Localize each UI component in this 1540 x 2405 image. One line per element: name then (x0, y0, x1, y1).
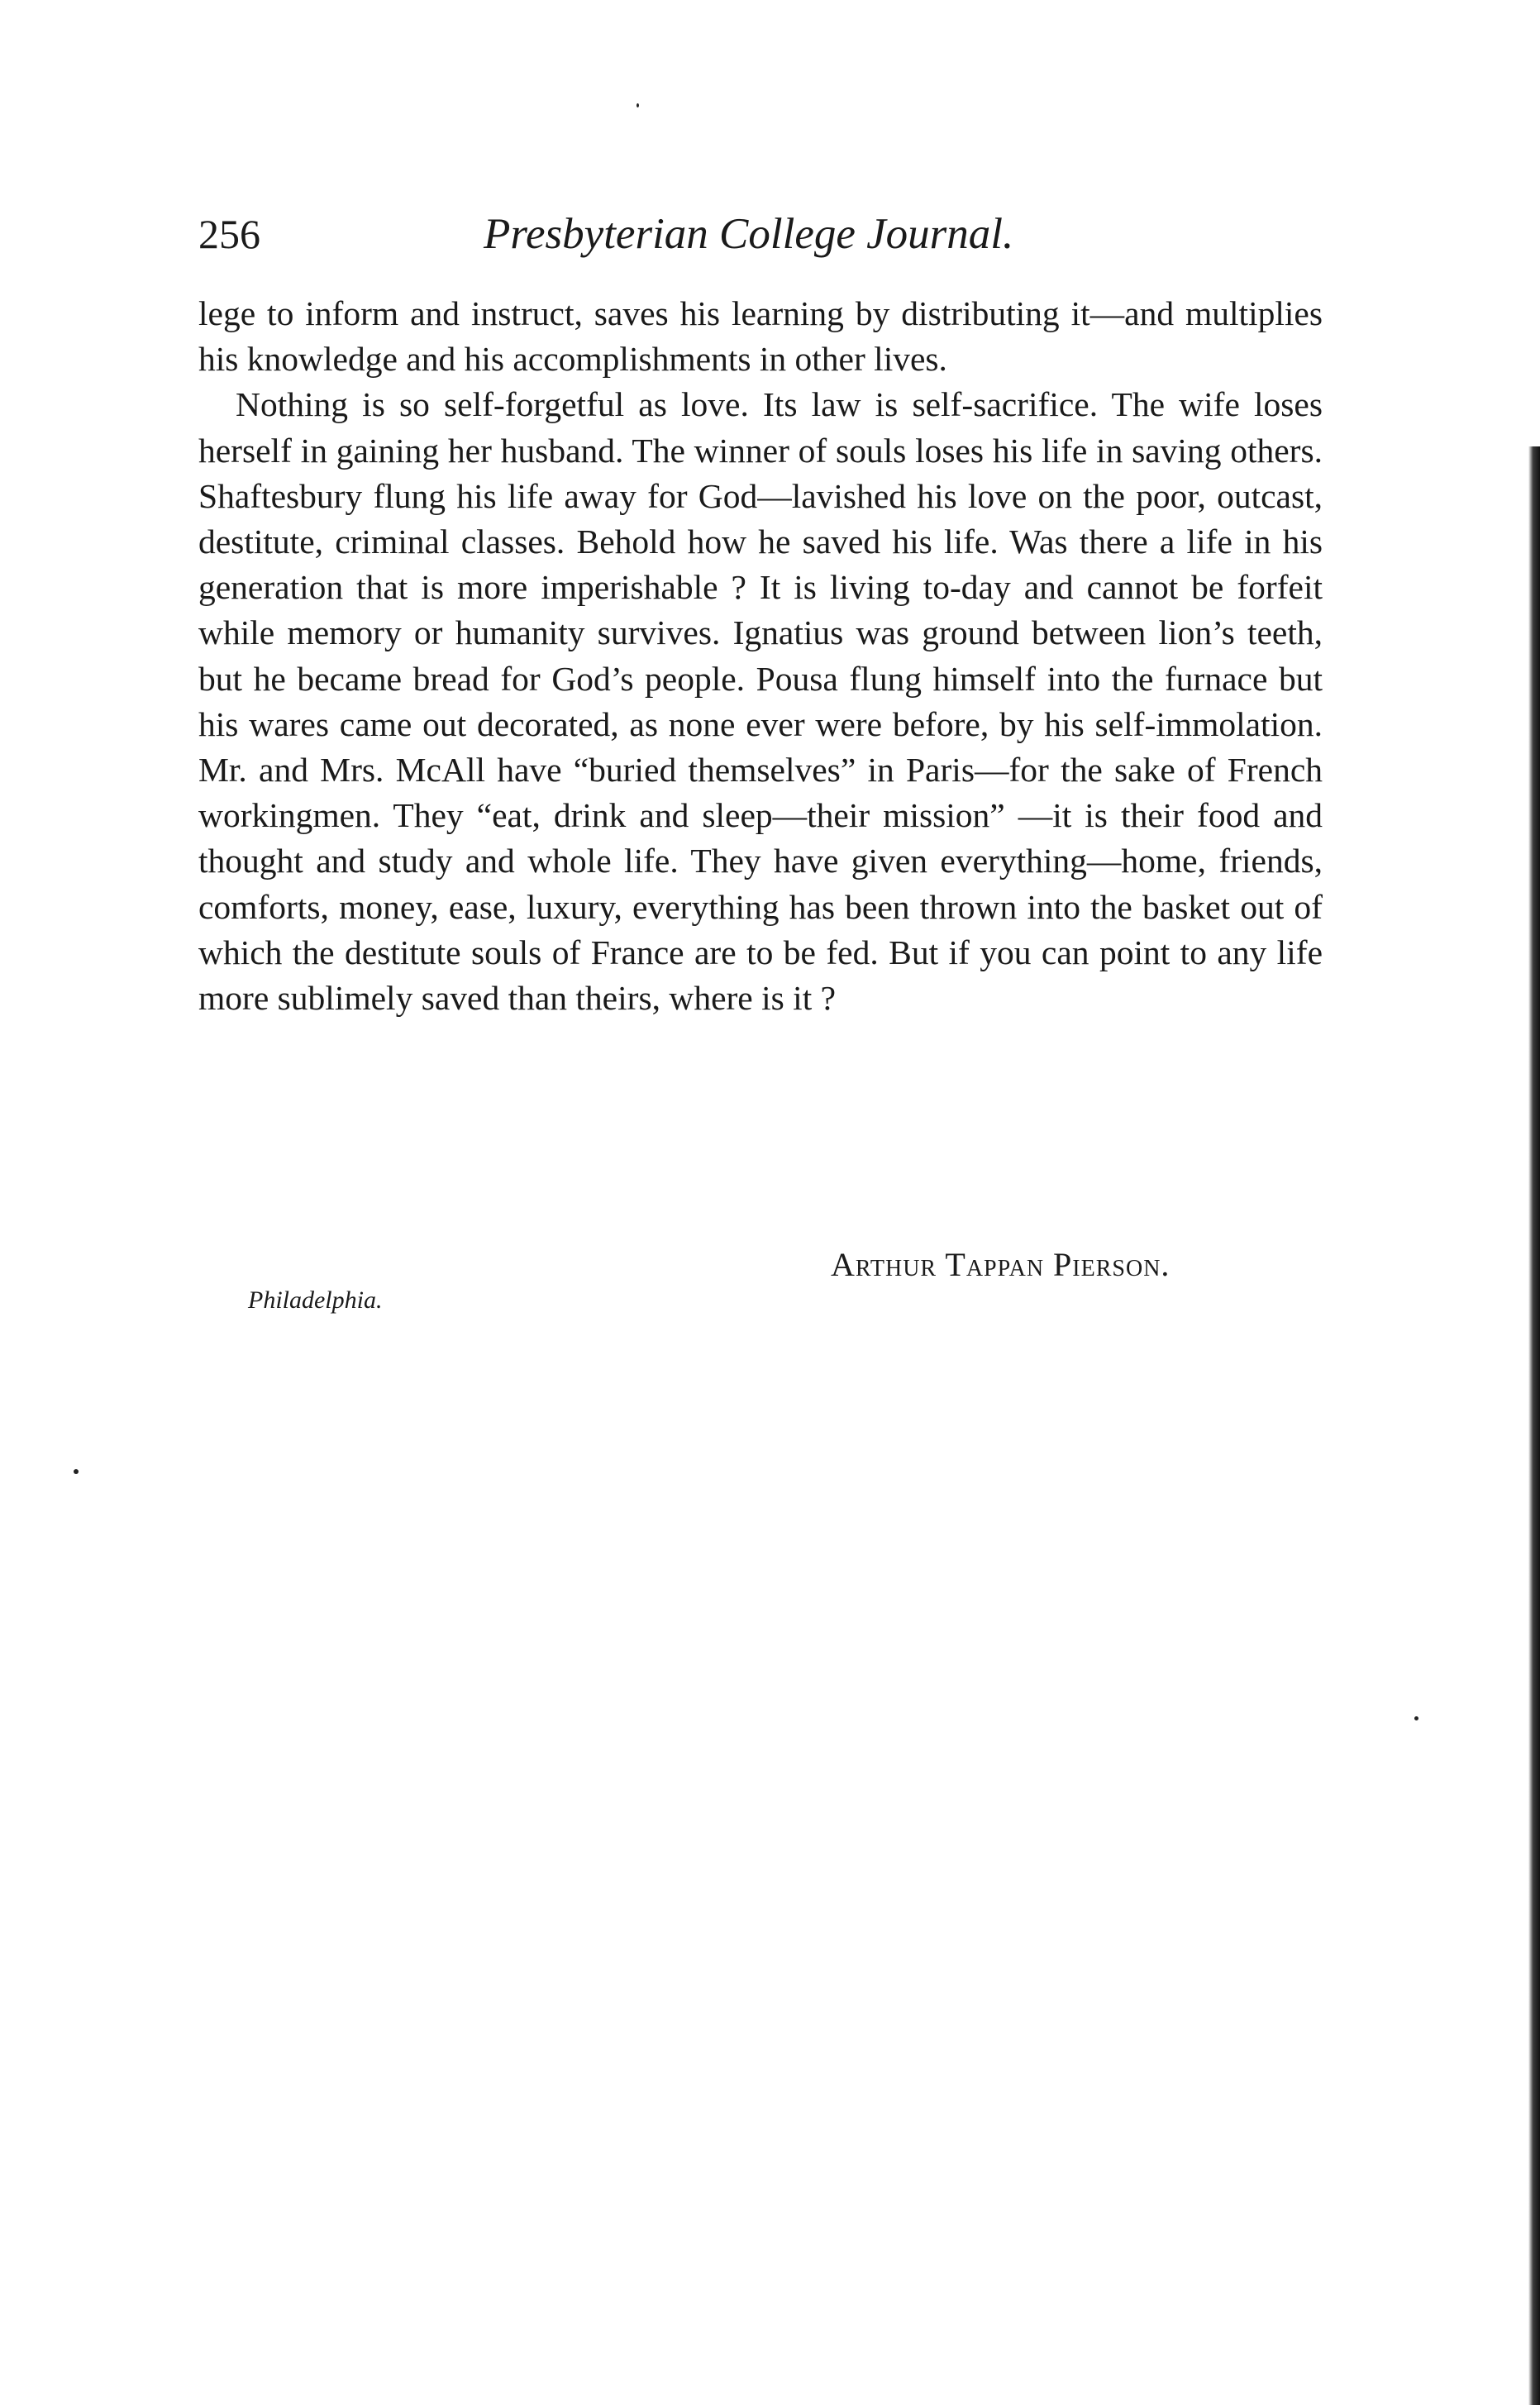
place-of-writing: Philadelphia. (248, 1286, 383, 1314)
body-text (198, 291, 1323, 1021)
paragraph-main: Nothing is so self-forgetful as love. Its law is self-sacrifice. The wife loses herself in gaining her husband. The winner of souls loses his life in saving others. Shaftesbury flung his life away for God—lavished his love on the poor, outcast, destitute, criminal classes. Behold how he saved his life. Was there a life in his generation that is more imperishable ? It is living to-day and cannot be forfeit while memory or humanity survives. Ignatius was ground between lion’s teeth, but he became bread for God’s people. Pousa flung himself into the furnace but his wares came out decorated, as none ever were before, by his self-immolation. Mr. and Mrs. McAll have “buried themselves” in Paris—for the sake of French workingmen. They “eat, drink and sleep—their mission” —it is their food and thought and study and whole life. They have given everything—home, friends, comforts, money, ease, luxury, everything has been thrown into the basket out of which the destitute souls of France are to be fed. But if you can point to any life more sublimely saved than theirs, where is it ? (198, 385, 1323, 1018)
scan-speck (637, 103, 639, 107)
author-signature: Arthur Tappan Pierson. (831, 1246, 1170, 1283)
page-header (198, 205, 1323, 263)
paragraph-continuation: lege to inform and instruct, saves his learning by distributing it—and multiplies his knowledge and his accomplishments in other lives. (198, 294, 1323, 379)
scan-speck (1414, 1716, 1418, 1720)
scan-edge-shadow (1528, 446, 1540, 2405)
scan-speck (74, 1469, 79, 1474)
page-number: 256 (198, 211, 260, 257)
running-head: Presbyterian College Journal. (484, 210, 1014, 258)
